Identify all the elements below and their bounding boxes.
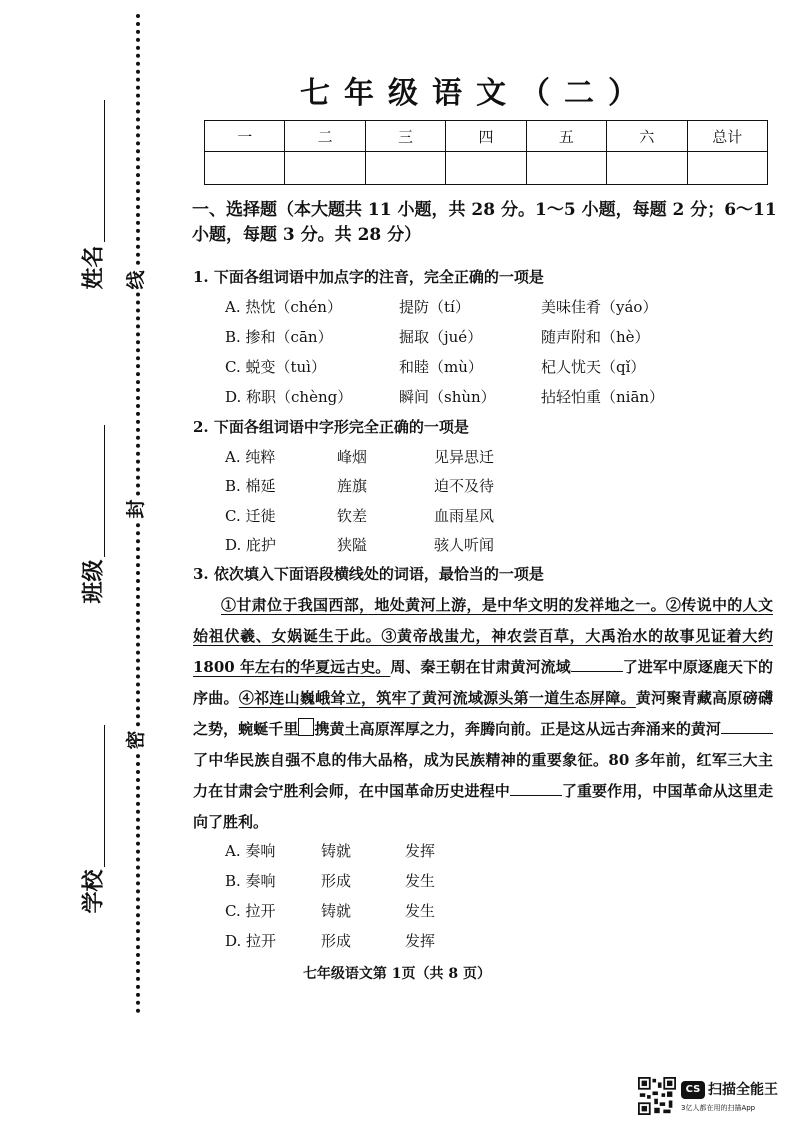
- option-word: 狭隘: [337, 536, 368, 554]
- score-col-4: 四: [446, 121, 526, 152]
- q1-option-a[interactable]: [225, 296, 785, 318]
- option-word: D. 称职（chèng）: [225, 388, 353, 406]
- seal-mark-secret: 密: [124, 728, 148, 752]
- passage-text: 了重要作用，中国革命从这里走向了胜利。: [193, 782, 773, 831]
- option-word: D. 拉开: [225, 932, 277, 950]
- score-cell[interactable]: [285, 152, 365, 185]
- option-word: A. 奏响: [225, 842, 276, 860]
- option-word: C. 蜕变（tuì）: [225, 358, 326, 376]
- q3-option-b[interactable]: [225, 870, 785, 892]
- option-word: 和睦（mù）: [399, 358, 483, 376]
- option-word: 迫不及待: [434, 477, 495, 495]
- option-word: B. 棉延: [225, 477, 276, 495]
- name-label: 姓名: [81, 245, 107, 290]
- option-word: 旌旗: [337, 477, 368, 495]
- q2-option-d[interactable]: [225, 534, 785, 556]
- option-word: 发挥: [405, 842, 436, 860]
- option-word: 骇人听闻: [434, 536, 495, 554]
- q2-option-a[interactable]: [225, 446, 785, 468]
- q3-option-d[interactable]: [225, 930, 785, 952]
- school-label: 学校: [81, 869, 107, 914]
- option-word: 拈轻怕重（niān）: [541, 388, 665, 406]
- question-2-stem: 2. 下面各组词语中字形完全正确的一项是: [193, 418, 469, 436]
- option-word: C. 拉开: [225, 902, 276, 920]
- option-word: 随声附和（hè）: [541, 328, 650, 346]
- option-word: 形成: [321, 932, 352, 950]
- option-word: 美味佳肴（yáo）: [541, 298, 658, 316]
- qr-code-icon: [638, 1077, 676, 1115]
- q1-option-b[interactable]: [225, 326, 785, 348]
- option-word: 瞬间（shùn）: [399, 388, 496, 406]
- passage-underlined-1: ①甘肃位于我国西部，地处黄河上游，是中华文明的发祥地之一。②传说中的人文始祖伏羲、女娲诞生于此。③黄帝战蚩尤，神农尝百草，大禹治水的故事见证着大约 1800 年左右的华夏远古史。: [193, 596, 773, 676]
- score-cell[interactable]: [446, 152, 526, 185]
- answer-blank-2[interactable]: [721, 719, 773, 734]
- score-cell[interactable]: [365, 152, 445, 185]
- passage-text: 周、秦王朝在甘肃黄河流域: [390, 658, 571, 676]
- score-entry-row: [205, 152, 768, 185]
- score-col-total: 总计: [687, 121, 767, 152]
- q2-option-c[interactable]: [225, 505, 785, 527]
- option-word: C. 迁徙: [225, 507, 276, 525]
- passage-text: 了进军中原逐鹿天下的序曲。: [193, 658, 773, 707]
- option-word: D. 庇护: [225, 536, 277, 554]
- punctuation-box[interactable]: [298, 718, 314, 736]
- seal-mark-line: 线: [124, 268, 148, 292]
- camscanner-tagline: 3亿人都在用的扫描App: [681, 1104, 756, 1112]
- question-1-stem: 1. 下面各组词语中加点字的注音，完全正确的一项是: [193, 268, 544, 286]
- score-col-5: 五: [526, 121, 606, 152]
- answer-blank-1[interactable]: [571, 657, 623, 672]
- passage-text: 了中华民族自强不息的伟大品格，成为民族精神的重要象征。80 多年前，红军三大主力在甘肃会宁胜利会师，在中国革命历史进程中: [193, 751, 773, 800]
- option-word: B. 奏响: [225, 872, 276, 890]
- option-word: 峰烟: [337, 448, 368, 466]
- score-col-1: 一: [205, 121, 285, 152]
- option-word: 血雨星风: [434, 507, 495, 525]
- option-word: A. 热忱（chén）: [225, 298, 342, 316]
- seal-mark-seal: 封: [124, 497, 148, 521]
- passage-text: 携黄土高原浑厚之力，奔腾向前。正是这从远古奔涌来的黄河: [314, 720, 721, 738]
- option-word: 提防（tí）: [399, 298, 470, 316]
- q3-option-c[interactable]: [225, 900, 785, 922]
- page-title: 七年级语文（二）: [300, 76, 652, 111]
- score-cell[interactable]: [526, 152, 606, 185]
- q2-option-b[interactable]: [225, 475, 785, 497]
- option-word: B. 掺和（cān）: [225, 328, 333, 346]
- score-col-2: 二: [285, 121, 365, 152]
- option-word: 铸就: [321, 902, 352, 920]
- q1-option-c[interactable]: [225, 356, 785, 378]
- q1-option-d[interactable]: [225, 386, 785, 408]
- option-word: 铸就: [321, 842, 352, 860]
- score-cell[interactable]: [205, 152, 285, 185]
- question-3-stem: 3. 依次填入下面语段横线处的词语，最恰当的一项是: [193, 565, 544, 583]
- q3-option-a[interactable]: [225, 840, 785, 862]
- score-table: [204, 120, 768, 185]
- section-heading: 一、选择题（本大题共 11 小题，共 28 分。1～5 小题，每题 2 分；6～11 小题，每题 3 分。共 28 分）: [192, 200, 777, 245]
- score-cell[interactable]: [687, 152, 767, 185]
- option-word: 形成: [321, 872, 352, 890]
- score-col-6: 六: [607, 121, 687, 152]
- option-word: A. 纯粹: [225, 448, 276, 466]
- option-word: 掘取（jué）: [399, 328, 483, 346]
- class-label: 班级: [81, 559, 107, 604]
- option-word: 发生: [405, 902, 436, 920]
- passage-underlined-2: ④祁连山巍峨耸立，筑牢了黄河流域源头第一道生态屏障。: [238, 689, 636, 707]
- camscanner-name: 扫描全能王: [708, 1082, 778, 1098]
- score-header-row: [205, 121, 768, 152]
- school-field[interactable]: [104, 725, 105, 867]
- passage-text: 黄河聚青藏高原磅礴之势，蜿蜒千里: [193, 689, 773, 738]
- score-cell[interactable]: [607, 152, 687, 185]
- page-footer: 七年级语文第 1页（共 8 页）: [302, 966, 492, 982]
- answer-blank-3[interactable]: [510, 781, 562, 796]
- option-word: 发挥: [405, 932, 436, 950]
- class-field[interactable]: [104, 425, 105, 557]
- question-3-passage: [193, 590, 773, 838]
- option-word: 钦差: [337, 507, 368, 525]
- option-word: 发生: [405, 872, 436, 890]
- option-word: 杞人忧天（qǐ）: [541, 358, 646, 376]
- name-field[interactable]: [104, 100, 105, 242]
- camscanner-logo: CS: [681, 1081, 705, 1099]
- score-col-3: 三: [365, 121, 445, 152]
- option-word: 见异思迁: [434, 448, 495, 466]
